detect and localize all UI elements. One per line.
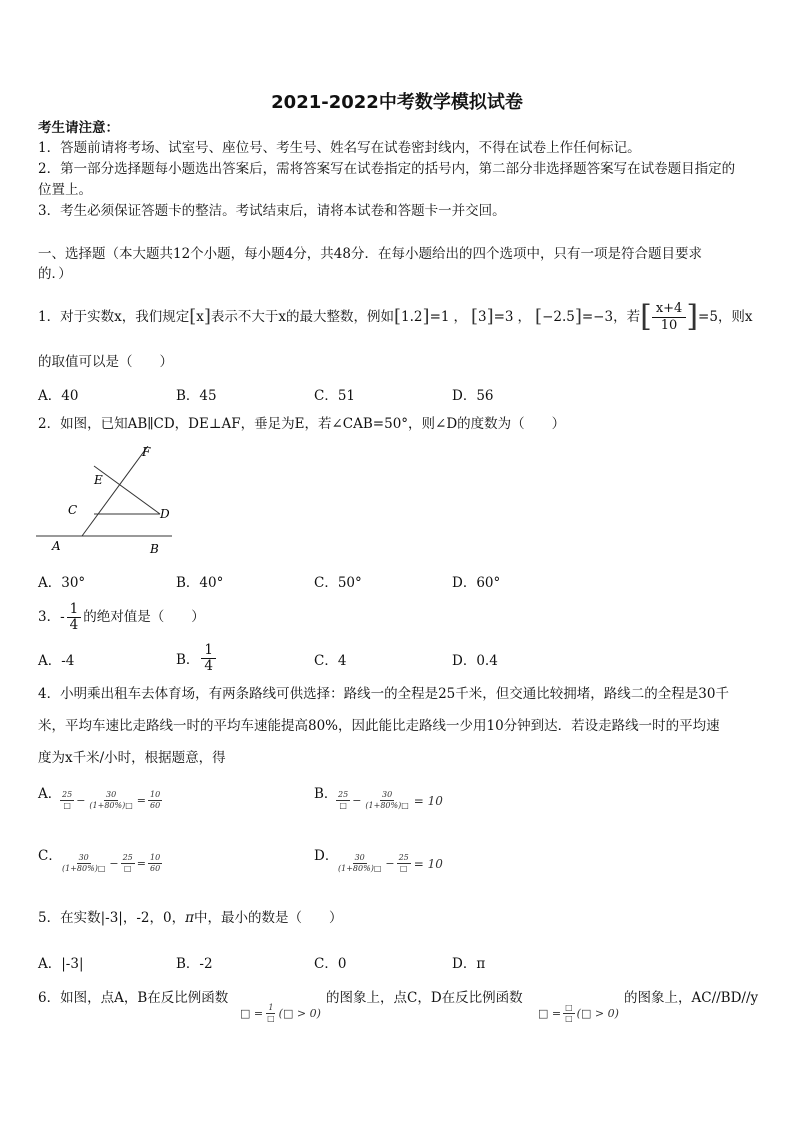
q4-b-f1-den: □ xyxy=(339,801,347,810)
q6-function-2 xyxy=(538,1003,619,1024)
q1-ex3: −2.5 xyxy=(542,309,575,325)
q4-option-d-expr xyxy=(336,853,443,874)
q4-a-frac-1 xyxy=(60,790,74,811)
q4-option-d-label: D． xyxy=(314,848,339,864)
page-title: 2021-2022中考数学模拟试卷 xyxy=(271,92,523,113)
q4-c-frac-1 xyxy=(60,853,107,874)
q1-comma-2: ， xyxy=(517,309,532,325)
q6-f1-lhs: □ = xyxy=(240,1007,264,1020)
notice-line-4: 3．考生必须保证答题卡的整洁。考试结束后，请将本试卷和答题卡一并交回。 xyxy=(38,203,506,219)
q1-stem xyxy=(38,300,753,334)
q5-option-d: D．π xyxy=(452,956,486,972)
line-af xyxy=(82,446,148,536)
q4-b-rhs: = 10 xyxy=(413,793,443,808)
q5-option-a: A．|-3| xyxy=(38,956,84,972)
q4-c-equals: = xyxy=(136,857,146,870)
q4-c-frac-2 xyxy=(121,853,135,874)
q4-d-f2-den: □ xyxy=(399,864,408,873)
q1-frac-num: x+4 xyxy=(652,301,687,318)
q3-option-a: A．-4 xyxy=(38,653,75,669)
notice-heading: 考生请注意： xyxy=(38,120,119,136)
q2-option-a: A．30° xyxy=(38,575,86,591)
q4-b-minus: − xyxy=(352,794,362,807)
q3-fraction xyxy=(67,602,82,633)
q1-ex2-rb: ] xyxy=(486,306,494,327)
q4-a-equals: = xyxy=(136,794,146,807)
q1-ex3-rb: ] xyxy=(574,306,582,327)
q6-f2-cond: (□ > 0) xyxy=(576,1007,619,1020)
q3-prefix: 3．- xyxy=(38,609,65,625)
q1-option-c: C．51 xyxy=(314,388,356,404)
q1-fraction xyxy=(652,301,687,334)
q4-b-f2-den: (1+80%)□ xyxy=(365,801,409,810)
q4-c-f2-num: 25 xyxy=(122,853,133,862)
q1-option-a: A．40 xyxy=(38,388,79,404)
q4-line-1: 4．小明乘出租车去体育场，有两条路线可供选择：路线一的全程是25千米，但交通比较拥堵，路线二的全程是30千 xyxy=(38,686,729,702)
q4-c-minus: − xyxy=(109,857,119,870)
q4-a-f1-num: 25 xyxy=(62,790,73,799)
q1-ex3-lb: [ xyxy=(535,306,543,327)
q5-stem-a: 5．在实数|-3|，-2，0， xyxy=(38,910,186,926)
q4-b-f1-num: 25 xyxy=(338,790,349,799)
q1-comma-1: ， xyxy=(453,309,467,325)
q3-option-c: C．4 xyxy=(314,653,347,669)
q6-text-b: 的图象上，点C，D在反比例函数 xyxy=(326,990,523,1006)
q4-option-b-label: B． xyxy=(314,786,338,802)
label-c: C xyxy=(68,503,78,517)
q6-f1-num: 1 xyxy=(268,1003,274,1012)
notice-line-1: 1．答题前请将考场、试室号、座位号、考生号、姓名写在试卷密封线内，不得在试卷上作任何标记。 xyxy=(38,140,641,156)
q1-ex1-val: =1 xyxy=(429,309,450,325)
q4-d-minus: − xyxy=(385,857,395,870)
q1-option-b: B．45 xyxy=(176,388,217,404)
q3-option-b-label: B． xyxy=(176,652,200,668)
q1-option-d: D．56 xyxy=(452,388,494,404)
q4-d-rhs: = 10 xyxy=(413,856,443,871)
q3-option-b-num: 1 xyxy=(201,643,216,659)
q6-f1-cond: (□ > 0) xyxy=(278,1007,321,1020)
q3-option-d: D．0.4 xyxy=(452,653,498,669)
q1-mid: 表示不大于x的最大整数，例如 xyxy=(210,309,395,325)
q4-c-f1-den: (1+80%)□ xyxy=(62,864,106,873)
q1-frac-lb: [ xyxy=(640,299,652,334)
q4-d-frac-2 xyxy=(397,853,411,874)
q5-stem xyxy=(38,908,342,928)
q6-f1-frac xyxy=(265,1003,277,1024)
q4-b-frac-2 xyxy=(363,790,410,811)
q1-tail: ，则x xyxy=(717,309,753,325)
q3-option-b-den: 4 xyxy=(204,657,214,674)
q4-c-f1-num: 30 xyxy=(78,853,89,862)
q1-ex1-rb: ] xyxy=(422,306,430,327)
q4-c-f3-num: 10 xyxy=(150,853,161,862)
q4-d-f1-den: (1+80%)□ xyxy=(338,864,382,873)
q1-ex2: 3 xyxy=(478,309,487,325)
q6-text-c: 的图象上，AC//BD//y xyxy=(624,990,759,1006)
q1-line-2: 的取值可以是（ ） xyxy=(38,354,173,370)
q4-option-a-expr xyxy=(60,790,162,811)
q5-stem-b: 中，最小的数是（ ） xyxy=(193,910,343,926)
q4-d-f1-num: 30 xyxy=(354,853,365,862)
q4-b-frac-1 xyxy=(336,790,350,811)
q4-a-f2-den: (1+80%)□ xyxy=(89,801,133,810)
q4-a-frac-2 xyxy=(87,790,134,811)
q1-frac-den: 10 xyxy=(660,317,678,333)
q4-a-f3-den: 60 xyxy=(150,801,161,810)
q6-text-a: 6．如图，点A，B在反比例函数 xyxy=(38,990,229,1006)
q5-option-b: B．-2 xyxy=(176,956,213,972)
q3-suffix: 的绝对值是（ ） xyxy=(83,609,205,625)
q3-option-b xyxy=(176,638,218,678)
label-e: E xyxy=(94,473,103,487)
q1-ruo: ，若 xyxy=(613,309,641,325)
q4-c-frac-3 xyxy=(148,853,162,874)
q3-stem xyxy=(38,598,205,636)
q1-bracket-x: x xyxy=(196,309,204,325)
q4-option-c-label: C． xyxy=(38,848,62,864)
q2-stem: 2．如图，已知AB∥CD，DE⊥AF，垂足为E，若∠CAB=50°，则∠D的度数为（ ） xyxy=(38,416,566,432)
q2-option-c: C．50° xyxy=(314,575,362,591)
section-heading-line-2: 的．） xyxy=(38,266,72,282)
q4-option-c-expr xyxy=(60,853,162,874)
q4-c-f2-den: □ xyxy=(123,864,132,873)
q1-ex3-val: =−3 xyxy=(581,309,614,325)
notice-line-2: 2．第一部分选择题每小题选出答案后，需将答案写在试卷指定的括号内，第二部分非选择题答案写在试卷题目指定的 xyxy=(38,161,736,177)
q5-pi: π xyxy=(185,910,194,926)
q6-f1-den: □ xyxy=(267,1014,275,1023)
q6-function-1 xyxy=(240,1003,321,1024)
section-heading-line-1: 一、选择题（本大题共12个小题，每小题4分，共48分．在每小题给出的四个选项中，只有一项是符合题目要求 xyxy=(38,246,702,262)
q4-a-f1-den: □ xyxy=(63,801,71,810)
q1-frac-val: =5 xyxy=(698,309,718,325)
q1-bracket-right: ] xyxy=(203,306,211,327)
q1-ex2-lb: [ xyxy=(470,306,478,327)
q1-frac-rb: ] xyxy=(686,299,699,334)
q4-a-frac-3 xyxy=(148,790,162,811)
q4-option-a-label: A． xyxy=(38,786,62,802)
q6-f2-lhs: □ = xyxy=(538,1007,562,1020)
q4-c-f3-den: 60 xyxy=(150,864,161,873)
q4-d-f2-num: 25 xyxy=(398,853,409,862)
q1-ex1: 1.2 xyxy=(401,309,423,325)
label-b: B xyxy=(150,542,159,556)
q4-d-frac-1 xyxy=(336,853,383,874)
q2-option-b: B．40° xyxy=(176,575,224,591)
q2-diagram xyxy=(36,446,174,558)
q6-f2-den: □ xyxy=(565,1014,573,1023)
q4-option-b-expr xyxy=(336,790,443,811)
q1-ex2-val: =3 xyxy=(493,309,514,325)
q4-a-f2-num: 30 xyxy=(106,790,117,799)
q4-a-f3-num: 10 xyxy=(150,790,161,799)
q2-option-d: D．60° xyxy=(452,575,501,591)
q3-frac-den: 4 xyxy=(69,616,79,633)
q3-frac-num: 1 xyxy=(67,602,82,618)
label-d: D xyxy=(160,507,170,521)
q5-option-c: C．0 xyxy=(314,956,347,972)
q6-f2-num: □ xyxy=(565,1003,573,1012)
q1-prefix: 1．对于实数x，我们规定 xyxy=(38,309,190,325)
q4-line-2: 米，平均车速比走路线一时的平均车速能提高80%，因此能比走路线一少用10分钟到达．若设走路线一时的平均速 xyxy=(38,718,720,734)
q4-a-minus: − xyxy=(76,794,86,807)
q4-line-3: 度为x千米/小时，根据题意，得 xyxy=(38,750,226,766)
notice-line-3: 位置上。 xyxy=(38,182,92,198)
label-a: A xyxy=(52,539,61,553)
q1-bracket-left: [ xyxy=(189,306,197,327)
label-f: F xyxy=(142,446,151,459)
q3-option-b-fraction xyxy=(201,643,216,674)
q6-f2-frac xyxy=(563,1003,575,1024)
q1-ex1-lb: [ xyxy=(394,306,402,327)
q4-b-f2-num: 30 xyxy=(382,790,393,799)
